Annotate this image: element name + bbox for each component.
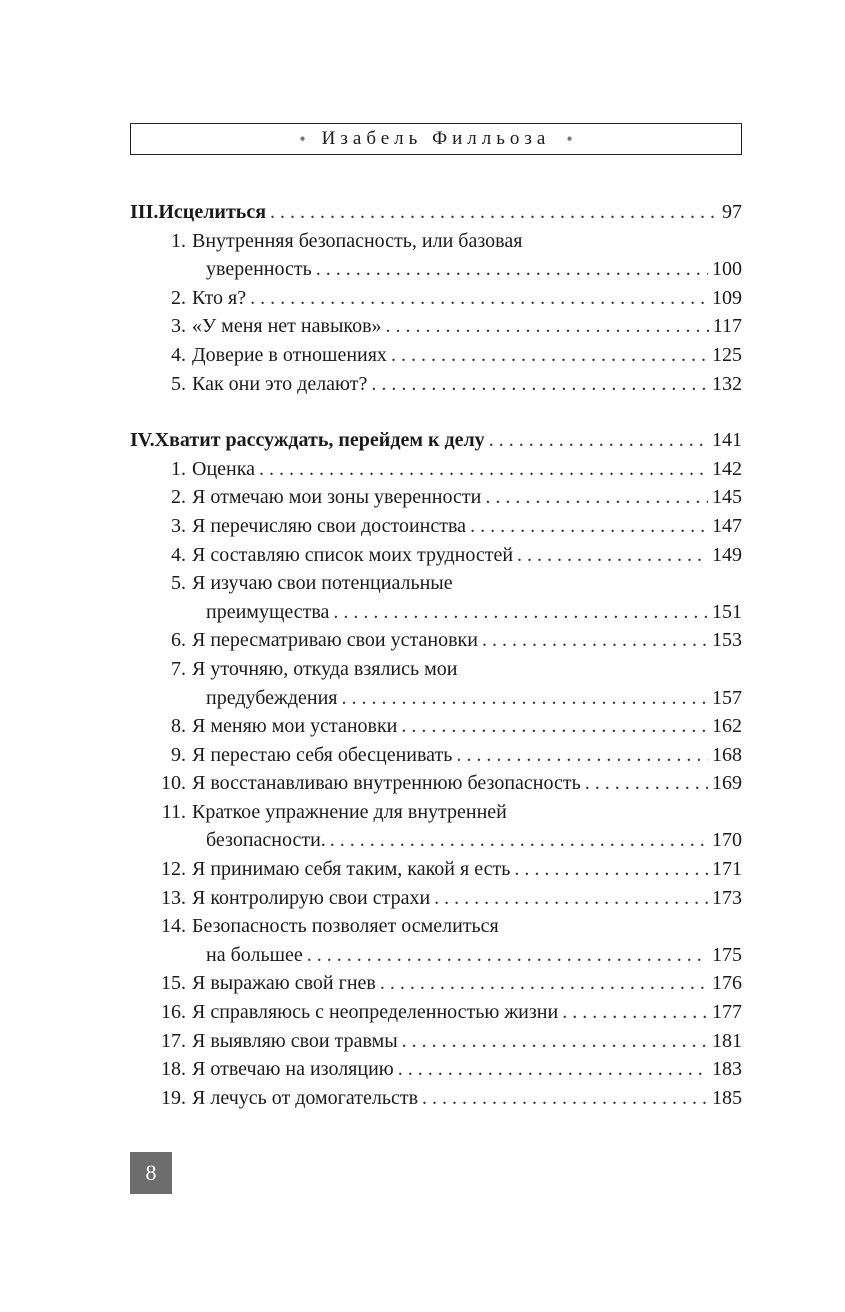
toc-entry-title: Доверие в отношениях	[192, 343, 387, 366]
toc-entry-row	[130, 1084, 742, 1113]
toc-page-number: 177	[712, 1001, 742, 1024]
toc-entry-title: Я уточняю, откуда взялись мои	[192, 657, 458, 680]
toc-entry-title: Я справляюсь с неопределенностью жизни	[192, 1001, 559, 1024]
toc-entry-row	[130, 541, 742, 570]
header-dot-right: •	[566, 128, 573, 149]
toc-leader-dots	[485, 483, 708, 512]
toc-entry-number: 5.	[171, 572, 186, 595]
toc-entry-title: Безопасность позволяет осмелиться	[192, 915, 499, 938]
toc-entry-title: Я выражаю свой гнев	[192, 972, 376, 995]
toc-entry-title: предубеждения	[206, 686, 338, 709]
toc-entry-number: 3.	[171, 514, 186, 537]
toc-leader-dots	[250, 284, 708, 313]
toc-entry-number: 5.	[171, 372, 186, 395]
toc-entry-number: 8.	[171, 715, 186, 738]
toc-leader-dots	[562, 998, 708, 1027]
toc-entry-row	[130, 769, 742, 798]
toc-page-number: 181	[712, 1029, 742, 1052]
toc-entry-row	[130, 1027, 742, 1056]
toc-page-number: 162	[712, 715, 742, 738]
toc-entry-number: 9.	[171, 743, 186, 766]
toc-leader-dots	[422, 1084, 708, 1113]
toc-entry-row	[130, 370, 742, 399]
toc-page-number: 168	[712, 743, 742, 766]
toc-leader-dots	[456, 741, 708, 770]
toc-entry-title: Краткое упражнение для внутренней	[192, 800, 507, 823]
toc-leader-dots	[316, 255, 708, 284]
toc-page-number: 117	[712, 315, 742, 338]
toc-entry-title: «У меня нет навыков»	[192, 315, 382, 338]
toc-entry-title: Как они это делают?	[192, 372, 368, 395]
toc-entry-title: Я выявляю свои травмы	[192, 1029, 398, 1052]
toc-entry-title: Я пересматриваю свои установки	[192, 629, 478, 652]
header-dot-left: •	[299, 128, 306, 149]
toc-entry-title: Я контролирую свои страхи	[192, 886, 431, 909]
toc-part-number: IV.	[130, 429, 155, 452]
toc-leader-dots	[270, 198, 718, 227]
toc-entry-row	[130, 626, 742, 655]
toc-page-number: 170	[712, 829, 742, 852]
toc-page-number: 97	[722, 201, 742, 223]
toc-entry-row	[130, 284, 742, 313]
toc-page-number: 142	[712, 457, 742, 480]
toc-entry-number: 14.	[161, 915, 186, 938]
toc-leader-dots	[489, 426, 708, 455]
toc-entry-row	[130, 598, 742, 627]
toc-part-row	[130, 198, 742, 227]
toc-entry-row	[130, 455, 742, 484]
toc-entry-title: Я отмечаю мои зоны уверенности	[192, 486, 482, 509]
section-gap	[130, 398, 742, 426]
toc-page-number: 132	[712, 372, 742, 395]
toc-page-number: 185	[712, 1086, 742, 1109]
toc-entry-title: Я перечисляю свои достоинства	[192, 514, 467, 537]
toc-page-number: 145	[712, 486, 742, 509]
toc-entry-number: 12.	[161, 858, 186, 881]
toc-leader-dots	[380, 969, 708, 998]
toc-entry-number: 2.	[171, 286, 186, 309]
toc-leader-dots	[470, 512, 708, 541]
toc-entry-number: 7.	[171, 657, 186, 680]
toc-page-number: 147	[712, 514, 742, 537]
toc-entry-row	[130, 341, 742, 370]
table-of-contents	[130, 198, 742, 1112]
toc-part-title: Исцелиться	[158, 201, 267, 223]
toc-page-number: 141	[712, 429, 742, 452]
toc-entry-number: 1.	[171, 229, 186, 252]
toc-entry-row	[130, 227, 742, 256]
toc-entry-title: Я составляю список моих трудностей	[192, 543, 514, 566]
toc-leader-dots	[259, 455, 708, 484]
toc-entry-number: 17.	[161, 1029, 186, 1052]
toc-entry-number: 4.	[171, 543, 186, 566]
toc-leader-dots	[330, 826, 708, 855]
toc-leader-dots	[342, 684, 709, 713]
header-author: Изабель Филльоза	[321, 128, 551, 149]
toc-entry-row	[130, 312, 742, 341]
toc-leader-dots	[482, 626, 708, 655]
toc-entry-row	[130, 941, 742, 970]
toc-entry-row	[130, 684, 742, 713]
toc-page-number: 175	[712, 943, 742, 966]
toc-entry-row	[130, 712, 742, 741]
toc-entry-number: 19.	[161, 1086, 186, 1109]
toc-entry-row	[130, 741, 742, 770]
toc-page-number: 153	[712, 629, 742, 652]
toc-entry-row	[130, 826, 742, 855]
toc-entry-row	[130, 512, 742, 541]
toc-entry-title: Я восстанавливаю внутреннюю безопасность	[192, 772, 581, 795]
toc-entry-row	[130, 969, 742, 998]
toc-entry-number: 6.	[171, 629, 186, 652]
toc-entry-row	[130, 655, 742, 684]
toc-entry-title: безопасности.	[206, 829, 326, 852]
toc-entry-row	[130, 569, 742, 598]
toc-leader-dots	[333, 598, 708, 627]
toc-page-number: 183	[712, 1058, 742, 1081]
toc-entry-row	[130, 884, 742, 913]
toc-page-number: 176	[712, 972, 742, 995]
toc-page-number: 149	[712, 543, 742, 566]
toc-entry-title: Оценка	[192, 457, 256, 480]
toc-entry-number: 10.	[161, 772, 186, 795]
toc-page-number: 125	[712, 343, 742, 366]
toc-entry-title: Я лечусь от домогательств	[192, 1086, 419, 1109]
toc-leader-dots	[401, 712, 708, 741]
toc-entry-number: 4.	[171, 343, 186, 366]
toc-entry-title: на большее	[206, 943, 303, 966]
toc-leader-dots	[386, 312, 709, 341]
toc-page-number: 173	[712, 886, 742, 909]
toc-leader-dots	[514, 855, 708, 884]
toc-leader-dots	[434, 884, 708, 913]
toc-page-number: 169	[712, 772, 742, 795]
toc-entry-title: Кто я?	[192, 286, 247, 309]
toc-entry-number: 3.	[171, 315, 186, 338]
toc-leader-dots	[307, 941, 708, 970]
toc-leader-dots	[371, 370, 708, 399]
toc-entry-title: Я меняю мои установки	[192, 715, 398, 738]
toc-entry-title: Я принимаю себя таким, какой я есть	[192, 858, 511, 881]
toc-leader-dots	[402, 1027, 708, 1056]
toc-page-number: 171	[712, 858, 742, 881]
toc-entry-row	[130, 855, 742, 884]
toc-page-number: 109	[712, 286, 742, 309]
toc-entry-row	[130, 912, 742, 941]
toc-entry-title: Я изучаю свои потенциальные	[192, 572, 453, 595]
toc-page-number: 151	[712, 600, 742, 623]
toc-entry-number: 2.	[171, 486, 186, 509]
toc-entry-number: 11.	[161, 800, 186, 823]
toc-entry-title: Я перестаю себя обесценивать	[192, 743, 453, 766]
toc-leader-dots	[517, 541, 708, 570]
toc-entry-number: 15.	[161, 972, 186, 995]
running-header	[130, 123, 742, 155]
toc-entry-title: преимущества	[206, 600, 330, 623]
toc-entry-number: 13.	[161, 886, 186, 909]
toc-entry-number: 18.	[161, 1058, 186, 1081]
toc-entry-row	[130, 1055, 742, 1084]
toc-part-title: Хватит рассуждать, перейдем к делу	[154, 429, 485, 452]
toc-entry-row	[130, 798, 742, 827]
toc-entry-title: Я отвечаю на изоляцию	[192, 1058, 394, 1081]
page-number: 8	[130, 1152, 172, 1194]
toc-entry-number: 16.	[161, 1001, 186, 1024]
toc-leader-dots	[391, 341, 708, 370]
toc-leader-dots	[585, 769, 708, 798]
toc-entry-row	[130, 998, 742, 1027]
toc-entry-title: Внутренняя безопасность, или базовая	[192, 229, 523, 252]
toc-entry-row	[130, 483, 742, 512]
toc-page-number: 157	[712, 686, 742, 709]
toc-part-number: III.	[130, 201, 159, 223]
toc-entry-row	[130, 255, 742, 284]
toc-page-number: 100	[712, 258, 742, 281]
toc-entry-number: 1.	[171, 457, 186, 480]
toc-entry-title: уверенность	[206, 258, 312, 281]
toc-leader-dots	[398, 1055, 708, 1084]
toc-part-row	[130, 426, 742, 455]
